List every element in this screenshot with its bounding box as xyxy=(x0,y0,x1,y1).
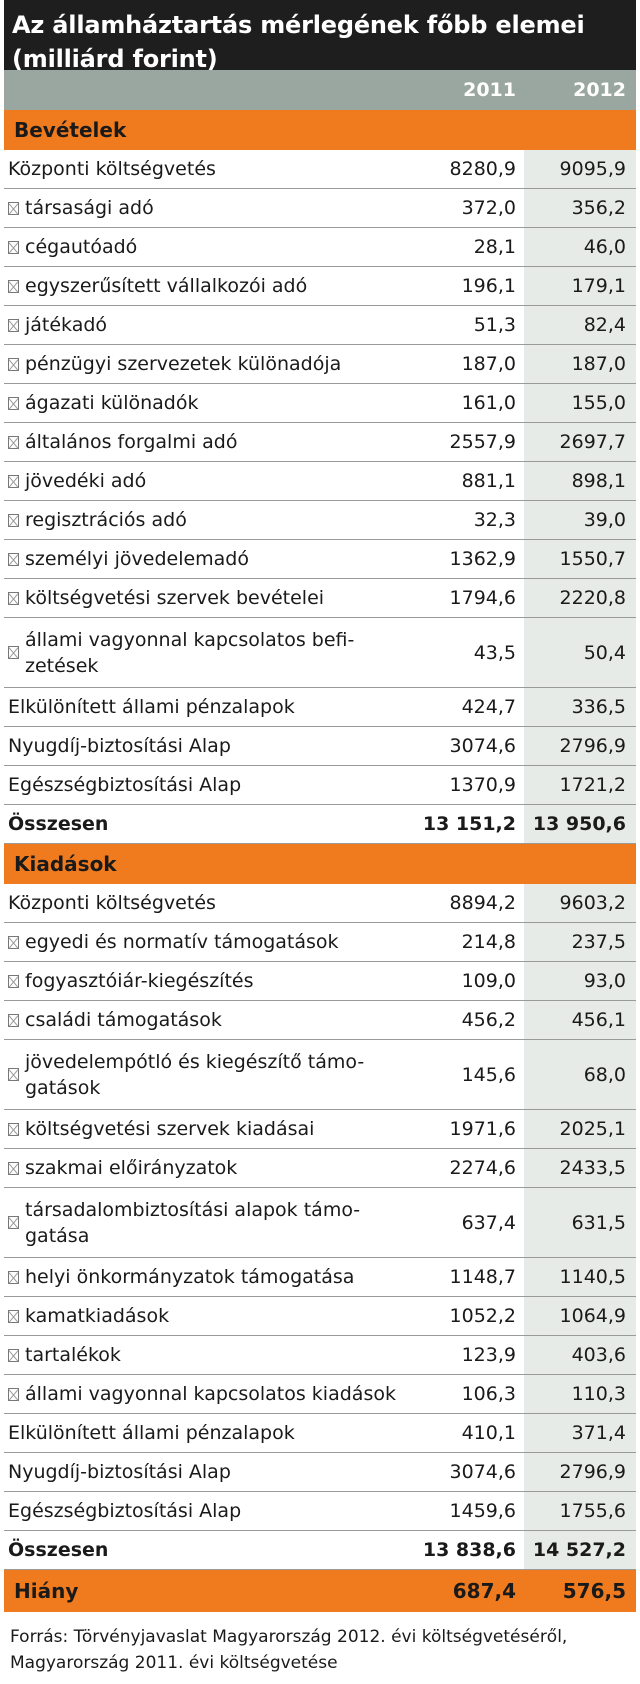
value-2011: 2557,9 xyxy=(449,431,516,453)
section-expenditure: Kiadások xyxy=(4,844,636,884)
row-label-text: Egészségbiztosítási Alap xyxy=(8,1500,242,1522)
value-2011: 28,1 xyxy=(473,236,516,258)
total-row xyxy=(4,805,636,844)
value-2011: 1370,9 xyxy=(449,774,516,796)
value-2012: 9603,2 xyxy=(524,884,636,922)
row-label-text: kamatkiadások xyxy=(25,1305,170,1327)
revenue-rows xyxy=(4,150,636,844)
row-label-text: egyszerűsített vállalkozói adó xyxy=(25,275,308,297)
bullet-box-icon xyxy=(8,1271,19,1284)
value-2012: 13 950,6 xyxy=(524,805,636,843)
table-row xyxy=(4,1149,636,1188)
row-label-text: Nyugdíj-biztosítási Alap xyxy=(8,735,231,757)
bullet-box-icon xyxy=(8,514,19,527)
value-2012: 68,0 xyxy=(524,1040,636,1109)
budget-table xyxy=(4,0,636,1676)
bullet-box-icon xyxy=(8,436,19,449)
row-label-text: állami vagyonnal kapcsolatos befi-zetések xyxy=(25,628,355,677)
table-row xyxy=(4,1001,636,1040)
bullet-box-icon xyxy=(8,646,19,659)
table-row xyxy=(4,501,636,540)
row-label xyxy=(4,805,412,843)
row-label-text: regisztrációs adó xyxy=(25,509,187,531)
bullet-box-icon xyxy=(8,1123,19,1136)
value-2011: 1794,6 xyxy=(449,587,516,609)
row-label xyxy=(4,688,412,726)
row-label-text: fogyasztóiár-kiegészítés xyxy=(25,970,254,992)
value-2012: 1140,5 xyxy=(524,1258,636,1296)
row-label-text: egyedi és normatív támogatások xyxy=(25,931,339,953)
value-2012: 371,4 xyxy=(524,1414,636,1452)
table-row xyxy=(4,884,636,923)
row-label-text: szakmai előirányzatok xyxy=(25,1157,238,1179)
table-row xyxy=(4,384,636,423)
row-label-text: játékadó xyxy=(25,314,108,336)
value-2012: 155,0 xyxy=(524,384,636,422)
table-row xyxy=(4,962,636,1001)
value-2011: 13 838,6 xyxy=(422,1539,516,1561)
value-2012: 2220,8 xyxy=(524,579,636,617)
bullet-box-icon xyxy=(8,475,19,488)
value-2011: 3074,6 xyxy=(449,735,516,757)
row-label-text: társadalombiztosítási alapok támo-gatása xyxy=(25,1198,361,1247)
bullet-box-icon xyxy=(8,1068,19,1081)
value-2011: 32,3 xyxy=(473,509,516,531)
row-label xyxy=(4,727,412,765)
bullet-box-icon xyxy=(8,936,19,949)
row-label xyxy=(4,345,412,383)
year-2011-header: 2011 xyxy=(463,79,516,101)
value-2012: 456,1 xyxy=(524,1001,636,1039)
row-label xyxy=(4,1001,412,1039)
row-label-text: társasági adó xyxy=(25,197,154,219)
row-label xyxy=(4,306,412,344)
table-row xyxy=(4,1336,636,1375)
table-row xyxy=(4,423,636,462)
table-row xyxy=(4,1453,636,1492)
table-row xyxy=(4,1188,636,1258)
table-row xyxy=(4,540,636,579)
value-2011: 106,3 xyxy=(461,1383,516,1405)
row-label-text: jövedéki adó xyxy=(25,470,147,492)
section-revenue: Bevételek xyxy=(4,110,636,150)
row-label xyxy=(4,923,412,961)
value-2012: 2697,7 xyxy=(524,423,636,461)
table-row xyxy=(4,1492,636,1531)
table-row xyxy=(4,1040,636,1110)
row-label xyxy=(4,1453,412,1491)
value-2012: 631,5 xyxy=(524,1188,636,1257)
bullet-box-icon xyxy=(8,280,19,293)
value-2011: 8894,2 xyxy=(449,892,516,914)
value-2012: 2433,5 xyxy=(524,1149,636,1187)
row-label xyxy=(4,1414,412,1452)
year-2012-header: 2012 xyxy=(573,79,626,101)
value-2012: 179,1 xyxy=(524,267,636,305)
table-row xyxy=(4,267,636,306)
table-row xyxy=(4,1375,636,1414)
value-2012: 1755,6 xyxy=(524,1492,636,1530)
row-label xyxy=(4,228,412,266)
row-label xyxy=(4,423,412,461)
table-row xyxy=(4,306,636,345)
row-label-text: Elkülönített állami pénzalapok xyxy=(8,696,295,718)
value-2011: 145,6 xyxy=(461,1063,516,1086)
table-row xyxy=(4,688,636,727)
row-label xyxy=(4,884,412,922)
value-2011: 8280,9 xyxy=(449,158,516,180)
value-2011: 2274,6 xyxy=(449,1157,516,1179)
row-label-text: cégautóadó xyxy=(25,236,138,258)
bullet-box-icon xyxy=(8,1162,19,1175)
value-2012: 2796,9 xyxy=(524,1453,636,1491)
value-2011: 51,3 xyxy=(473,314,516,336)
value-2011: 881,1 xyxy=(461,470,516,492)
deficit-2012: 576,5 xyxy=(562,1579,626,1603)
value-2012: 898,1 xyxy=(524,462,636,500)
row-label-text: jövedelempótló és kiegészítő támo-gatások xyxy=(25,1050,365,1099)
bullet-box-icon xyxy=(8,241,19,254)
row-label xyxy=(4,267,412,305)
bullet-box-icon xyxy=(8,553,19,566)
table-row xyxy=(4,1110,636,1149)
value-2012: 110,3 xyxy=(524,1375,636,1413)
table-row xyxy=(4,189,636,228)
row-label-text: állami vagyonnal kapcsolatos kiadások xyxy=(25,1383,396,1405)
value-2011: 43,5 xyxy=(473,641,516,664)
table-row xyxy=(4,618,636,688)
bullet-box-icon xyxy=(8,358,19,371)
row-label xyxy=(4,1149,412,1187)
row-label-text: tartalékok xyxy=(25,1344,121,1366)
expenditure-rows xyxy=(4,884,636,1570)
value-2011: 3074,6 xyxy=(449,1461,516,1483)
value-2012: 237,5 xyxy=(524,923,636,961)
value-2011: 1459,6 xyxy=(449,1500,516,1522)
table-row xyxy=(4,1258,636,1297)
row-label-text: helyi önkormányzatok támogatása xyxy=(25,1266,355,1288)
row-label-text: Központi költségvetés xyxy=(8,158,216,180)
value-2011: 1971,6 xyxy=(449,1118,516,1140)
value-2012: 39,0 xyxy=(524,501,636,539)
value-2011: 637,4 xyxy=(461,1211,516,1234)
row-label xyxy=(4,1258,412,1296)
table-row xyxy=(4,1297,636,1336)
table-row xyxy=(4,462,636,501)
deficit-2011: 687,4 xyxy=(452,1579,516,1603)
total-row xyxy=(4,1531,636,1570)
value-2012: 1721,2 xyxy=(524,766,636,804)
row-label xyxy=(4,766,412,804)
deficit-label: Hiány xyxy=(14,1579,79,1603)
value-2012: 356,2 xyxy=(524,189,636,227)
table-row xyxy=(4,923,636,962)
row-label-text: Központi költségvetés xyxy=(8,892,216,914)
value-2012: 403,6 xyxy=(524,1336,636,1374)
bullet-box-icon xyxy=(8,319,19,332)
row-label xyxy=(4,1297,412,1335)
row-label xyxy=(4,1375,412,1413)
row-label xyxy=(4,384,412,422)
row-label xyxy=(4,462,412,500)
row-label-text: Egészségbiztosítási Alap xyxy=(8,774,242,796)
value-2011: 372,0 xyxy=(461,197,516,219)
row-label xyxy=(4,618,412,687)
value-2012: 9095,9 xyxy=(524,150,636,188)
value-2012: 82,4 xyxy=(524,306,636,344)
table-row xyxy=(4,228,636,267)
row-label xyxy=(4,1492,412,1530)
value-2011: 123,9 xyxy=(461,1344,516,1366)
value-2012: 1064,9 xyxy=(524,1297,636,1335)
value-2012: 46,0 xyxy=(524,228,636,266)
value-2011: 214,8 xyxy=(461,931,516,953)
row-label-text: Összesen xyxy=(8,1539,109,1561)
row-label xyxy=(4,579,412,617)
value-2011: 1052,2 xyxy=(449,1305,516,1327)
row-label-text: családi támogatások xyxy=(25,1009,222,1031)
value-2011: 1362,9 xyxy=(449,548,516,570)
row-label xyxy=(4,962,412,1000)
row-label xyxy=(4,501,412,539)
value-2011: 187,0 xyxy=(461,353,516,375)
bullet-box-icon xyxy=(8,1388,19,1401)
value-2012: 336,5 xyxy=(524,688,636,726)
row-label xyxy=(4,150,412,188)
row-label-text: Összesen xyxy=(8,813,109,835)
table-row xyxy=(4,150,636,189)
row-label-text: költségvetési szervek kiadásai xyxy=(25,1118,315,1140)
row-label xyxy=(4,1040,412,1109)
row-label xyxy=(4,189,412,227)
bullet-box-icon xyxy=(8,592,19,605)
bullet-box-icon xyxy=(8,1310,19,1323)
table-row xyxy=(4,579,636,618)
row-label-text: pénzügyi szervezetek különadója xyxy=(25,353,342,375)
row-label-text: költségvetési szervek bevételei xyxy=(25,587,325,609)
bullet-box-icon xyxy=(8,202,19,215)
value-2011: 1148,7 xyxy=(449,1266,516,1288)
table-row xyxy=(4,1414,636,1453)
row-label xyxy=(4,1531,412,1569)
bullet-box-icon xyxy=(8,1014,19,1027)
value-2011: 196,1 xyxy=(461,275,516,297)
row-label-text: személyi jövedelemadó xyxy=(25,548,249,570)
table-row xyxy=(4,727,636,766)
row-label-text: ágazati különadók xyxy=(25,392,199,414)
bullet-box-icon xyxy=(8,975,19,988)
table-row xyxy=(4,345,636,384)
value-2011: 109,0 xyxy=(461,970,516,992)
row-label-text: általános forgalmi adó xyxy=(25,431,238,453)
value-2011: 456,2 xyxy=(461,1009,516,1031)
table-title: Az államháztartás mérlegének főbb elemei (milliárd forint) xyxy=(4,0,636,70)
value-2012: 1550,7 xyxy=(524,540,636,578)
value-2011: 161,0 xyxy=(461,392,516,414)
value-2012: 2796,9 xyxy=(524,727,636,765)
row-label-text: Elkülönített állami pénzalapok xyxy=(8,1422,295,1444)
bullet-box-icon xyxy=(8,397,19,410)
value-2012: 14 527,2 xyxy=(524,1531,636,1569)
row-label-text: Nyugdíj-biztosítási Alap xyxy=(8,1461,231,1483)
row-label xyxy=(4,540,412,578)
bullet-box-icon xyxy=(8,1216,19,1229)
bullet-box-icon xyxy=(8,1349,19,1362)
deficit-row xyxy=(4,1570,636,1612)
value-2012: 93,0 xyxy=(524,962,636,1000)
value-2011: 13 151,2 xyxy=(422,813,516,835)
row-label xyxy=(4,1336,412,1374)
value-2011: 424,7 xyxy=(461,696,516,718)
value-2012: 187,0 xyxy=(524,345,636,383)
value-2012: 50,4 xyxy=(524,618,636,687)
row-label xyxy=(4,1188,412,1257)
source-note: Forrás: Törvényjavaslat Magyarország 2012. évi költségvetéséről, Magyarország 2011. évi költségvetése xyxy=(10,1627,568,1673)
value-2012: 2025,1 xyxy=(524,1110,636,1148)
table-row xyxy=(4,766,636,805)
year-header xyxy=(4,70,636,110)
row-label xyxy=(4,1110,412,1148)
value-2011: 410,1 xyxy=(461,1422,516,1444)
